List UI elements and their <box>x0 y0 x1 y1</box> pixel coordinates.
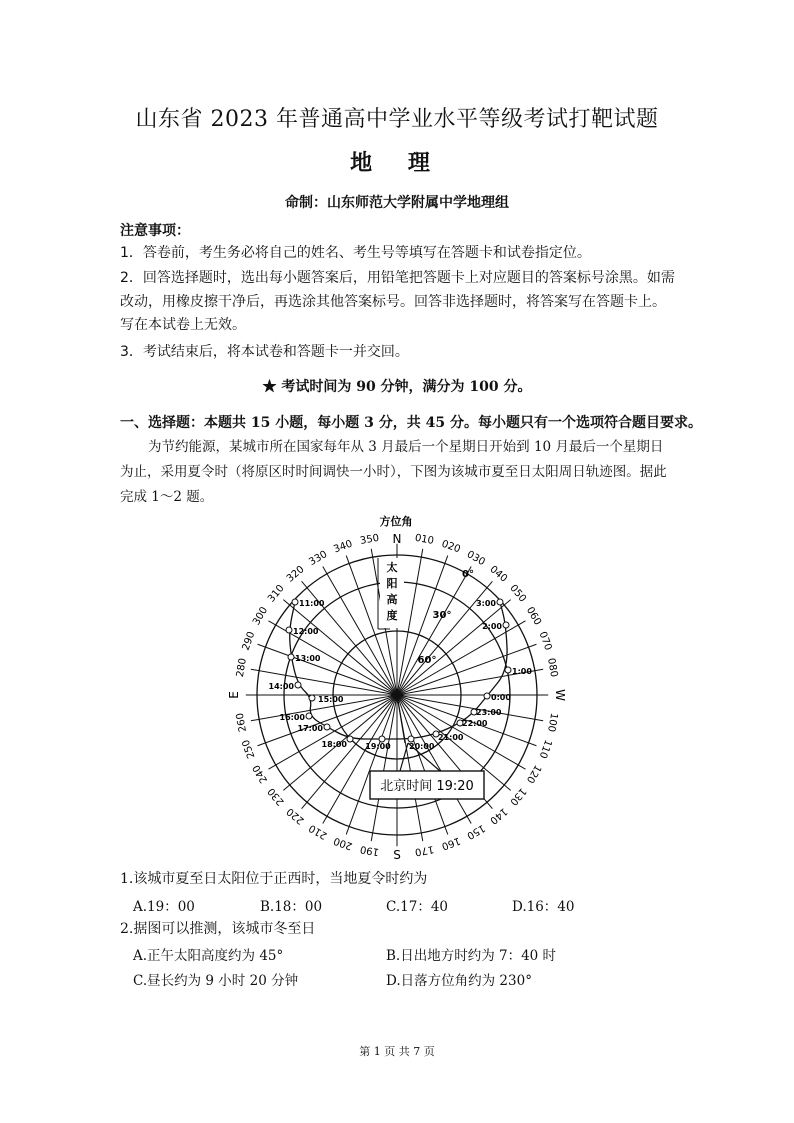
azimuth-label-210: 210 <box>307 821 330 841</box>
west-label: W <box>553 689 567 701</box>
azimuth-label-50: 050 <box>507 582 529 605</box>
azimuth-label-60: 060 <box>523 605 543 628</box>
hour-marker-dot <box>288 654 294 660</box>
exam-title: 山东省 2023 年普通高中学业水平等级考试打靶试题 <box>135 107 659 132</box>
north-label: N <box>392 532 402 546</box>
page-footer: 第 1 页 共 7 页 <box>359 1045 435 1058</box>
azimuth-label-130: 130 <box>507 785 529 808</box>
note-item-1: 1．答卷前，考生务必将自己的姓名、考生号等填写在答题卡和试卷指定位。 <box>120 245 591 261</box>
azimuth-label-10: 010 <box>413 532 435 547</box>
hour-label: 15:00 <box>318 695 344 704</box>
question-intro: 为节约能源，某城市所在国家每年从 3 月最后一个星期日开始到 10 月最后一个星期日为止，采用夏令时（将原区时时间调快一小时），下图为该城市夏至日太阳周日轨迹图。据此完成 1～2 题。 <box>120 439 667 505</box>
hour-marker-dot <box>484 693 490 699</box>
altitude-label-char-3: 高 <box>386 593 398 606</box>
azimuth-label-70: 070 <box>536 630 554 652</box>
hour-label: 17:00 <box>297 724 323 733</box>
question-2-option-b[interactable]: B.日出地方时约为 7：40 时 <box>386 948 557 964</box>
beijing-time-label: 北京时间 19:20 <box>380 779 474 794</box>
hour-label: 16:00 <box>279 713 305 722</box>
altitude-60-label: 60° <box>417 655 437 666</box>
azimuth-label-250: 250 <box>240 738 258 760</box>
azimuth-label-290: 290 <box>240 630 258 652</box>
azimuth-label-80: 080 <box>545 657 560 679</box>
author-line: 命制：山东师范大学附属中学地理组 <box>285 195 509 211</box>
hour-label: 23:00 <box>476 708 502 717</box>
question-2-option-d[interactable]: D.日落方位角约为 230° <box>386 973 532 989</box>
hour-label: 13:00 <box>295 654 321 663</box>
altitude-30-label: 30° <box>432 610 452 621</box>
section-heading: 一、选择题：本题共 15 小题，每小题 3 分，共 45 分。每小题只有一个选项符合题目要求。 <box>120 415 702 431</box>
callout-line-c <box>400 743 408 771</box>
hour-label: 18:00 <box>321 740 347 749</box>
hour-marker-dot <box>497 599 503 605</box>
azimuth-label-260: 260 <box>234 711 249 733</box>
hour-label: 0:00 <box>491 693 511 702</box>
altitude-label-char-1: 太 <box>386 561 398 574</box>
azimuth-label-100: 100 <box>545 711 560 733</box>
azimuth-title: 方位角 <box>379 515 413 528</box>
hour-marker-dot <box>505 667 511 673</box>
notes-heading: 注意事项： <box>120 223 190 239</box>
hour-marker-dot <box>347 736 353 742</box>
question-1-option-c[interactable]: C.17：40 <box>386 899 448 915</box>
azimuth-label-160: 160 <box>440 834 462 852</box>
azimuth-label-200: 200 <box>332 834 354 852</box>
hour-marker-dot <box>309 695 315 701</box>
azimuth-label-240: 240 <box>251 762 271 785</box>
azimuth-label-280: 280 <box>234 657 249 679</box>
hour-marker-dot <box>503 622 509 628</box>
east-label: E <box>227 691 241 699</box>
question-1-option-d[interactable]: D.16：40 <box>512 899 575 915</box>
azimuth-label-190: 190 <box>359 843 381 858</box>
question-2-option-c[interactable]: C.昼长约为 9 小时 20 分钟 <box>133 973 299 989</box>
azimuth-label-330: 330 <box>307 549 330 569</box>
question-1-stem: 1.该城市夏至日太阳位于正西时，当地夏令时约为 <box>120 871 428 887</box>
azimuth-label-310: 310 <box>265 582 287 605</box>
hour-label: 3:00 <box>476 599 496 608</box>
question-2-stem: 2.据图可以推测，该城市冬至日 <box>120 921 316 937</box>
question-1-option-b[interactable]: B.18：00 <box>260 899 323 915</box>
azimuth-label-350: 350 <box>359 532 381 547</box>
exam-time-info: ★ 考试时间为 90 分钟，满分为 100 分。 <box>262 379 532 395</box>
question-2-option-a[interactable]: A.正午太阳高度约为 45° <box>133 948 284 964</box>
azimuth-label-300: 300 <box>251 605 271 628</box>
azimuth-label-30: 030 <box>464 549 487 569</box>
note-item-3: 3．考试结束后，将本试卷和答题卡一并交回。 <box>120 344 409 360</box>
hour-label: 22:00 <box>462 719 488 728</box>
azimuth-label-40: 040 <box>487 563 510 585</box>
altitude-0-label: 0° <box>462 569 474 580</box>
azimuth-label-220: 220 <box>284 805 307 827</box>
sun-path-diagram <box>200 505 600 865</box>
note-item-2: 2．回答选择题时，选出每小题答案后，用铅笔把答题卡上对应题目的答案标号涂黑。如需改动，用橡皮擦干净后，再选涂其他答案标号。回答非选择题时，将答案写在答题卡上。写在本试卷上无效。 <box>120 270 675 333</box>
hour-marker-dot <box>295 682 301 688</box>
hour-marker-dot <box>324 724 330 730</box>
south-label: S <box>393 848 401 862</box>
azimuth-label-20: 020 <box>440 538 462 556</box>
hour-label: 1:00 <box>512 667 532 676</box>
hour-label: 12:00 <box>293 627 319 636</box>
azimuth-label-230: 230 <box>265 785 287 808</box>
azimuth-label-110: 110 <box>536 738 554 760</box>
hour-label: 21:00 <box>438 733 464 742</box>
hour-label: 20:00 <box>409 742 435 751</box>
question-1-option-a[interactable]: A.19：00 <box>133 899 195 915</box>
azimuth-label-150: 150 <box>464 821 487 841</box>
azimuth-label-120: 120 <box>523 762 543 785</box>
subject-title: 地 理 <box>350 150 444 176</box>
azimuth-label-320: 320 <box>284 563 307 585</box>
hour-label: 19:00 <box>365 742 391 751</box>
azimuth-label-170: 170 <box>413 843 435 858</box>
hour-label: 2:00 <box>482 622 502 631</box>
hour-label: 11:00 <box>299 599 325 608</box>
altitude-label-char-4: 度 <box>386 609 398 622</box>
azimuth-label-140: 140 <box>487 805 510 827</box>
altitude-label-char-2: 阳 <box>386 577 398 590</box>
hour-marker-dot <box>292 599 298 605</box>
azimuth-label-340: 340 <box>332 538 354 556</box>
hour-marker-dot <box>286 627 292 633</box>
hour-label: 14:00 <box>268 682 294 691</box>
hour-marker-dot <box>306 713 312 719</box>
